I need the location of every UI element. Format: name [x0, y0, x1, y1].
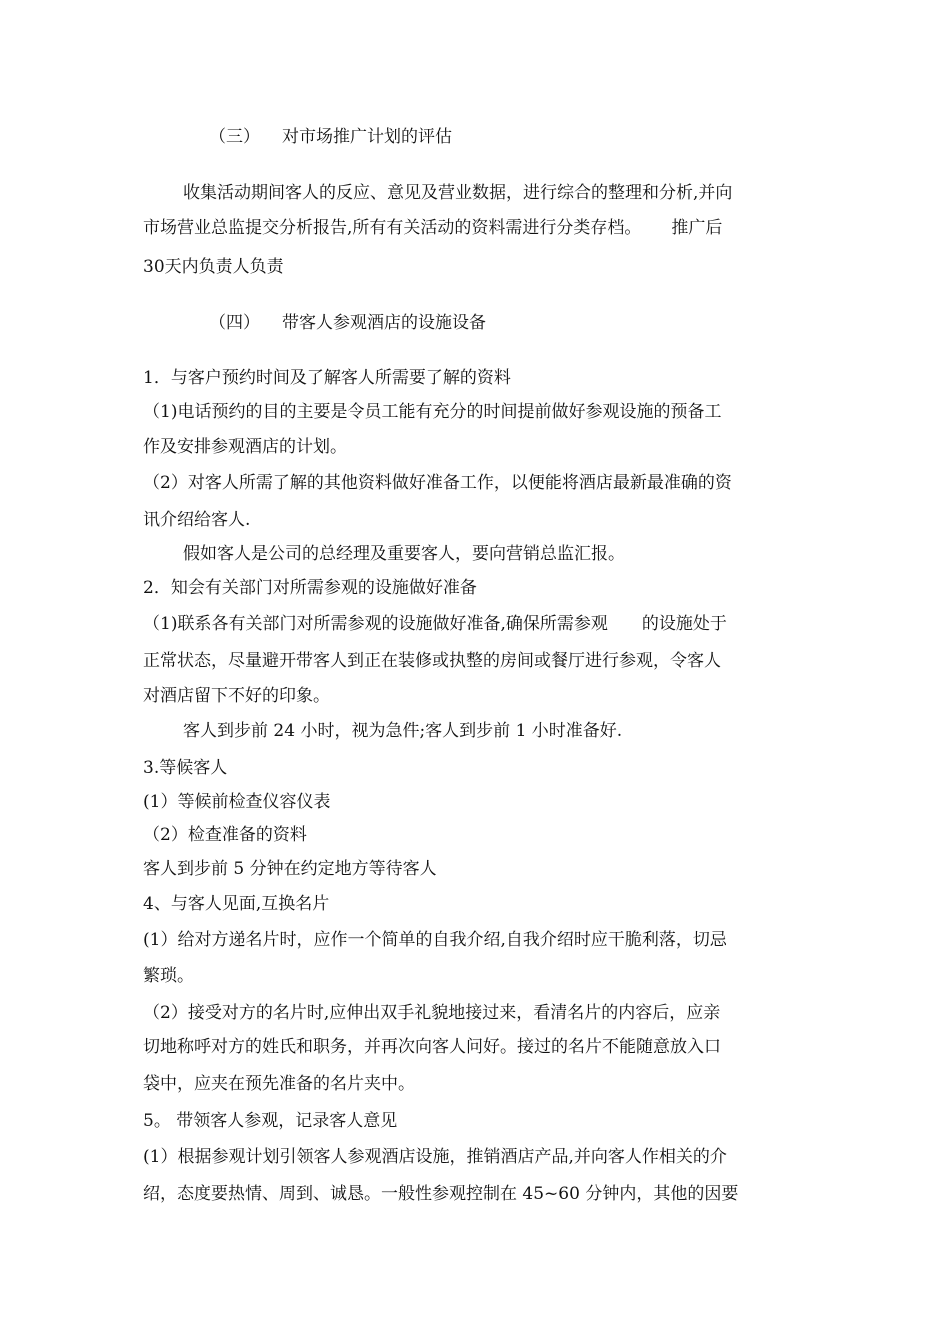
list-item-text: （1)联系各有关部门对所需参观的设施做好准备,确保所需参观	[143, 614, 608, 634]
list-item-line	[143, 612, 823, 636]
list-item-line: 讯介绍给客人.	[143, 510, 251, 530]
paragraph-line: 收集活动期间客人的反应、意见及营业数据，进行综合的整理和分析,并向	[183, 183, 733, 203]
list-item-line: 对酒店留下不好的印象。	[143, 686, 330, 706]
section-heading-3	[209, 125, 889, 149]
list-item-line: （2）检查准备的资料	[143, 825, 307, 845]
paragraph-line	[143, 216, 823, 240]
list-item-line: 繁琐。	[143, 966, 194, 986]
step-title: 5。 带领客人参观，记录客人意见	[143, 1111, 398, 1131]
list-item-line: 绍，态度要热情、周到、诚恳。一般性参观控制在 45~60 分钟内，其他的因要	[143, 1184, 739, 1204]
note-line: 客人到步前 24 小时，视为急件;客人到步前 1 小时准备好.	[183, 721, 623, 741]
list-item-line: 作及安排参观酒店的计划。	[143, 437, 347, 457]
note-line: 假如客人是公司的总经理及重要客人，要向营销总监汇报。	[183, 544, 625, 564]
step-title: 1．与客户预约时间及了解客人所需要了解的资料	[143, 368, 511, 388]
list-item-line: (1）给对方递名片时，应作一个简单的自我介绍,自我介绍时应干脆利落，切忌	[143, 930, 727, 950]
list-item-text: 的设施处于	[641, 614, 727, 634]
paragraph-text: 推广后	[671, 218, 723, 238]
list-item-line: （2）接受对方的名片时,应伸出双手礼貌地接过来，看清名片的内容后，应亲	[143, 1003, 721, 1023]
paragraph-text: 市场营业总监提交分析报告,所有有关活动的资料需进行分类存档。	[143, 218, 642, 238]
heading-title: 对市场推广计划的评估	[282, 127, 452, 147]
paragraph-line: 30天内负责人负责	[143, 257, 284, 277]
step-title: 4、与客人见面,互换名片	[143, 894, 330, 914]
note-line: 客人到步前 5 分钟在约定地方等待客人	[143, 859, 437, 879]
list-item-line: (1）根据参观计划引领客人参观酒店设施，推销酒店产品,并向客人作相关的介	[143, 1147, 727, 1167]
list-item-line: 袋中，应夹在预先准备的名片夹中。	[143, 1074, 415, 1094]
list-item-line: 切地称呼对方的姓氏和职务，并再次向客人问好。接过的名片不能随意放入口	[143, 1037, 721, 1057]
list-item-line: 正常状态，尽量避开带客人到正在装修或执整的房间或餐厅进行参观，令客人	[143, 651, 721, 671]
list-item-line: (1）等候前检查仪容仪表	[143, 792, 331, 812]
step-title: 3.等候客人	[143, 758, 228, 778]
heading-number: （三）	[209, 127, 260, 147]
step-title: 2．知会有关部门对所需参观的设施做好准备	[143, 578, 477, 598]
section-heading-4	[209, 311, 889, 335]
heading-title: 带客人参观酒店的设施设备	[282, 313, 486, 333]
heading-number: （四）	[209, 313, 260, 333]
list-item-line: （2）对客人所需了解的其他资料做好准备工作，以便能将酒店最新最准确的资	[143, 473, 732, 493]
list-item-line: （1)电话预约的目的主要是令员工能有充分的时间提前做好参观设施的预备工	[143, 402, 722, 422]
